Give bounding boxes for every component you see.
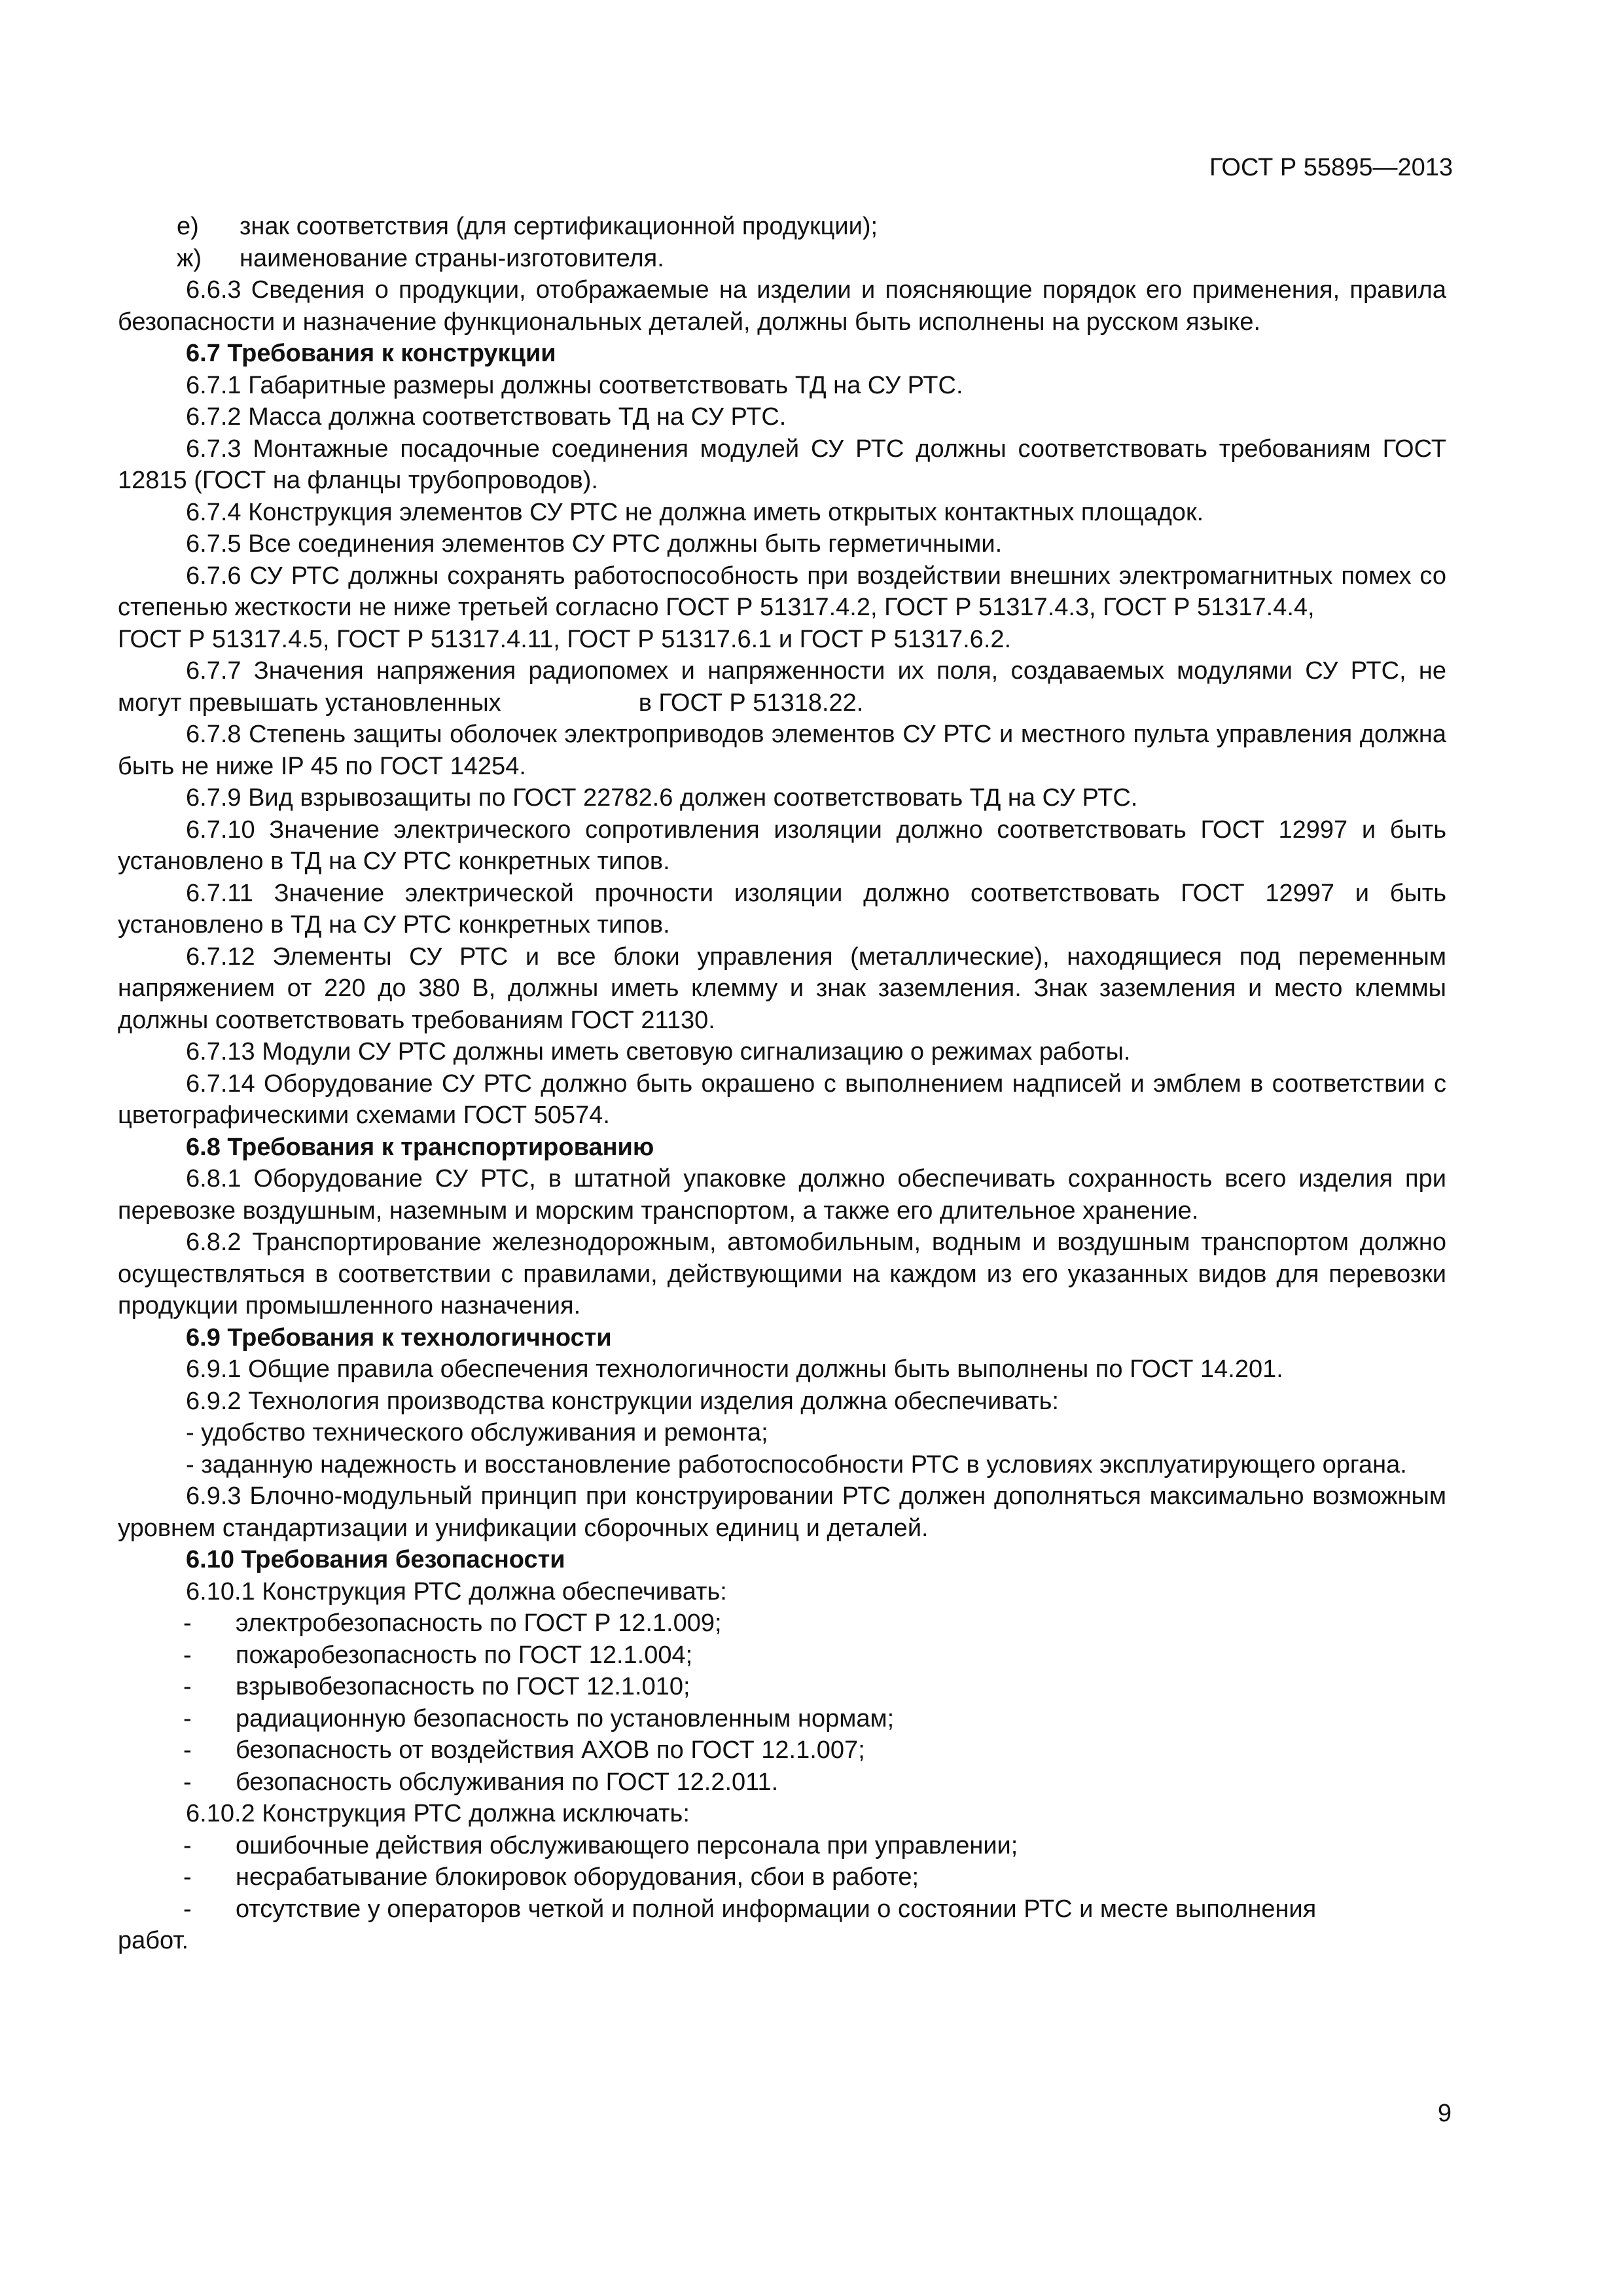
paragraph-6-7-5: 6.7.5 Все соединения элементов СУ РТС должны быть герметичными. <box>186 530 1003 558</box>
paragraph-6-9-1: 6.9.1 Общие правила обеспечения технологичности должны быть выполнены по ГОСТ 14.201. <box>186 1355 1283 1383</box>
list-marker: - <box>183 1641 192 1669</box>
list-item <box>118 1767 1446 1799</box>
document-body <box>118 211 1446 1957</box>
list-item <box>118 1734 1446 1767</box>
list-marker: - <box>183 1768 192 1796</box>
section-heading-6-8: 6.8 Требования к транспортированию <box>186 1133 654 1161</box>
list-item <box>118 1671 1446 1703</box>
list-text: несрабатывание блокировок оборудования, сбои в работе; <box>236 1863 919 1891</box>
list-marker: - <box>183 1863 192 1891</box>
paragraph-6-10-2: 6.10.2 Конструкция РТС должна исключать: <box>186 1800 690 1827</box>
paragraph-6-9-2-bullet-2: - заданную надежность и восстановление работоспособности РТС в условиях эксплуатирующего органа. <box>186 1450 1407 1479</box>
paragraph-6-9-2: 6.9.2 Технология производства конструкции изделия должна обеспечивать: <box>186 1387 1059 1415</box>
list-text: взрывобезопасность по ГОСТ 12.1.010; <box>236 1673 690 1700</box>
paragraph-6-8-2: 6.8.2 Транспортирование железнодорожным, автомобильным, водным и воздушным транспортом должно осуществляться в соответствии с правилами, действующими на каждом из его указанных видов для перевозки продукции промышленного назначения. <box>118 1229 1446 1319</box>
paragraph-6-8-1: 6.8.1 Оборудование СУ РТС, в штатной упаковке должно обеспечивать сохранность всего изделия при перевозке воздушным, наземным и морским транспортом, а также его длительное хранение. <box>118 1165 1446 1225</box>
paragraph-6-7-10: 6.7.10 Значение электрического сопротивления изоляции должно соответствовать ГОСТ 12997 и быть установлено в ТД на СУ РТС конкретных типов. <box>118 816 1446 875</box>
list-marker: - <box>183 1895 192 1923</box>
section-heading-6-10: 6.10 Требования безопасности <box>186 1546 565 1573</box>
list-text: отсутствие у операторов четкой и полной информации о состоянии РТС и месте выполнения <box>236 1895 1317 1923</box>
paragraph-6-7-12: 6.7.12 Элементы СУ РТС и все блоки управления (металлические), находящиеся под переменным напряжением от 220 до 380 В, должны иметь клемму и знак заземления. Знак заземления и место клеммы должны соответствовать требованиям ГОСТ 21130. <box>118 942 1446 1034</box>
paragraph-6-7-7-part-b: в ГОСТ Р 51318.22. <box>638 689 864 717</box>
list-marker: ж) <box>177 244 202 272</box>
paragraph-6-7-14: 6.7.14 Оборудование СУ РТС должно быть окрашено с выполнением надписей и эмблем в соответствии с цветографическими схемами ГОСТ 50574. <box>118 1069 1446 1129</box>
list-marker: - <box>183 1831 192 1859</box>
paragraph-6-10-1: 6.10.1 Конструкция РТС должна обеспечивать: <box>186 1577 727 1605</box>
list-text: знак соответствия (для сертификационной продукции); <box>240 213 878 240</box>
paragraph-6-7-3: 6.7.3 Монтажные посадочные соединения модулей СУ РТС должны соответствовать требованиям ГОСТ 12815 (ГОСТ на фланцы трубопроводов). <box>118 435 1446 494</box>
list-item <box>118 1607 1446 1640</box>
paragraph-6-9-2-bullet-1: - удобство технического обслуживания и ремонта; <box>186 1419 768 1446</box>
list-item <box>118 1703 1446 1735</box>
paragraph-6-7-11: 6.7.11 Значение электрической прочности изоляции должно соответствовать ГОСТ 12997 и быть установлено в ТД на СУ РТС конкретных типов. <box>118 879 1446 939</box>
list-marker: е) <box>177 213 199 240</box>
paragraph-6-7-6: 6.7.6 СУ РТС должны сохранять работоспособность при воздействии внешних электромагнитных помех со степенью жесткости не ниже третьей согласно ГОСТ Р 51317.4.2, ГОСТ Р 51317.4.3, ГОСТ Р 51317.4.4, <box>118 562 1446 621</box>
paragraph-6-9-3: 6.9.3 Блочно-модульный принцип при конструировании РТС должен дополняться максимально возможным уровнем стандартизации и унификации сборочных единиц и деталей. <box>118 1482 1446 1542</box>
paragraph-6-7-4: 6.7.4 Конструкция элементов СУ РТС не должна иметь открытых контактных площадок. <box>186 498 1204 526</box>
header-doc-code: ГОСТ Р 55895—2013 <box>1209 154 1453 181</box>
list-item <box>118 1830 1446 1862</box>
list-item <box>118 1861 1446 1893</box>
list-item <box>118 1893 1446 1926</box>
paragraph-tail: работ. <box>118 1927 189 1954</box>
paragraph-6-7-8: 6.7.8 Степень защиты оболочек электроприводов элементов СУ РТС и местного пульта управления должна быть не ниже IP 45 по ГОСТ 14254. <box>118 721 1446 780</box>
list-text: радиационную безопасность по установленным нормам; <box>236 1704 895 1732</box>
paragraph-6-6-3: 6.6.3 Сведения о продукции, отображаемые на изделии и поясняющие порядок его применения, правила безопасности и назначение функциональных деталей, должны быть исполнены на русском языке. <box>118 276 1446 336</box>
list-text: пожаробезопасность по ГОСТ 12.1.004; <box>236 1641 693 1669</box>
list-item <box>118 1640 1446 1672</box>
paragraph-6-7-13: 6.7.13 Модули СУ РТС должны иметь световую сигнализацию о режимах работы. <box>186 1038 1131 1066</box>
list-marker: - <box>183 1673 192 1700</box>
list-text: ошибочные действия обслуживающего персонала при управлении; <box>236 1831 1018 1859</box>
paragraph-6-7-6-continued: ГОСТ Р 51317.4.5, ГОСТ Р 51317.4.11, ГОСТ Р 51317.6.1 и ГОСТ Р 51317.6.2. <box>118 625 1012 653</box>
paragraph-6-7-9: 6.7.9 Вид взрывозащиты по ГОСТ 22782.6 должен соответствовать ТД на СУ РТС. <box>186 784 1138 812</box>
section-heading-6-9: 6.9 Требования к технологичности <box>186 1323 612 1352</box>
paragraph-6-7-7-part-a: 6.7.7 Значения напряжения радиопомех и напряженности их поля, создаваемых модулями СУ РТС, не могут превышать установленных <box>118 657 1446 717</box>
list-item <box>118 211 1446 243</box>
paragraph-6-7-1: 6.7.1 Габаритные размеры должны соответствовать ТД на СУ РТС. <box>186 371 963 399</box>
paragraph-6-7-7 <box>118 655 1446 719</box>
list-marker: - <box>183 1609 192 1637</box>
paragraph-6-7-2: 6.7.2 Масса должна соответствовать ТД на СУ РТС. <box>186 403 787 431</box>
section-heading-6-7: 6.7 Требования к конструкции <box>186 340 556 367</box>
list-text: безопасность обслуживания по ГОСТ 12.2.011. <box>236 1768 779 1796</box>
list-marker: - <box>183 1736 192 1764</box>
list-text: электробезопасность по ГОСТ Р 12.1.009; <box>236 1609 722 1637</box>
list-item <box>118 243 1446 275</box>
list-text: наименование страны-изготовителя. <box>240 244 664 272</box>
list-marker: - <box>183 1704 192 1732</box>
page-number: 9 <box>1437 2100 1452 2127</box>
list-text: безопасность от воздействия АХОВ по ГОСТ 12.1.007; <box>236 1736 865 1764</box>
